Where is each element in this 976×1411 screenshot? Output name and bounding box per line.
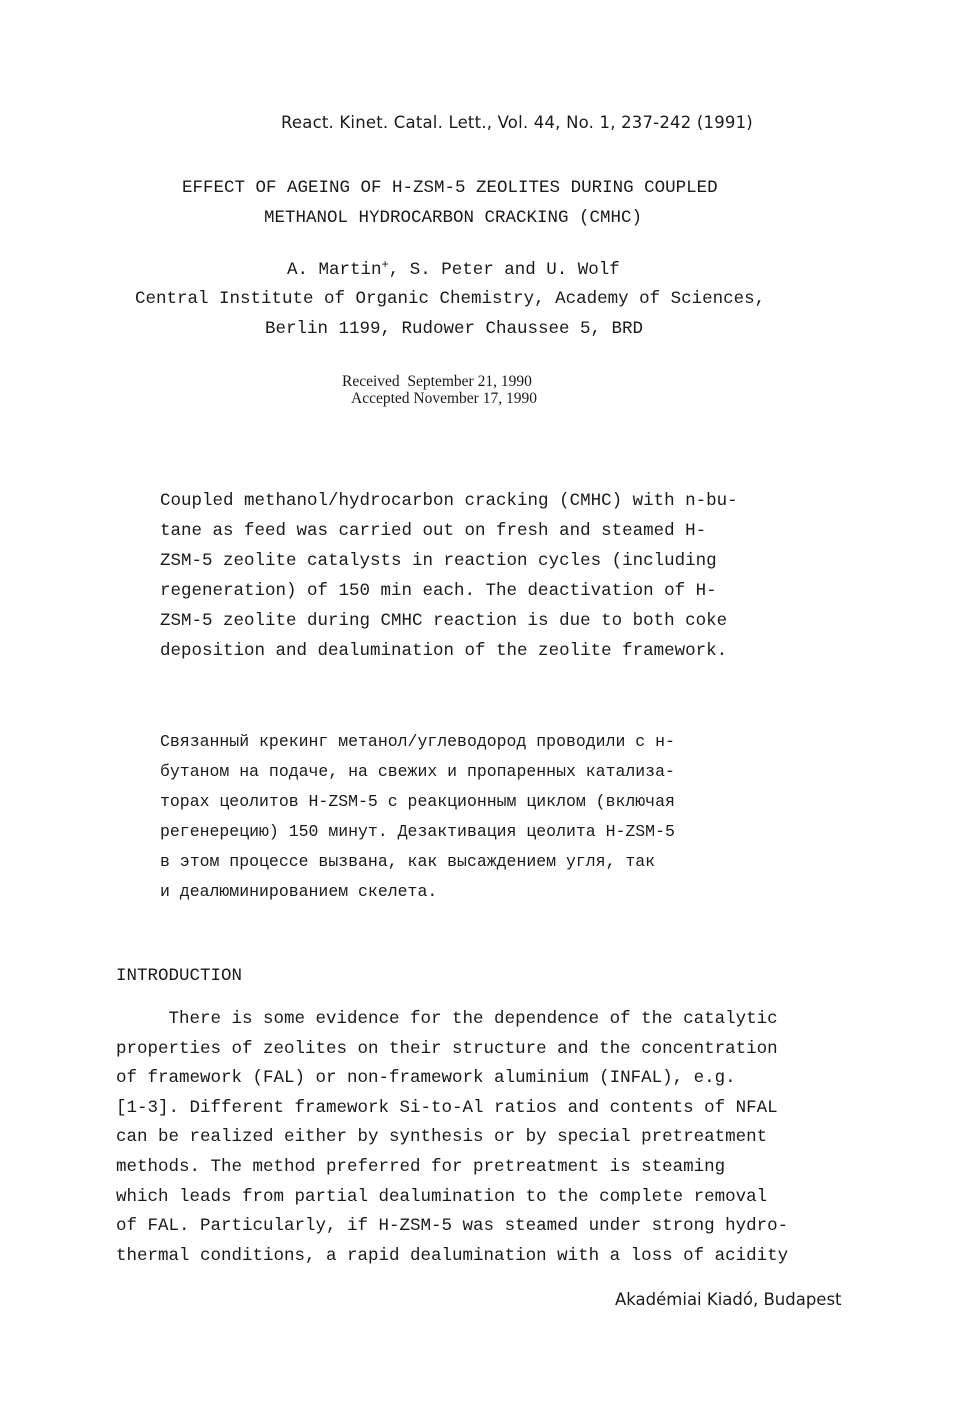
abstract-line: deposition and dealumination of the zeolite framework. [160, 641, 728, 661]
authors [287, 258, 620, 280]
affiliation-line-2: Berlin 1199, Rudower Chaussee 5, BRD [265, 319, 644, 339]
abstract-line: торах цеолитов H-ZSM-5 с реакционным циклом (включая [160, 792, 675, 811]
body-line: thermal conditions, a rapid dealumination with a loss of acidity [116, 1245, 789, 1266]
paper-title-line-1: EFFECT OF AGEING OF H-ZSM-5 ZEOLITES DURING COUPLED [182, 178, 718, 198]
abstract-line: регенерецию) 150 минут. Дезактивация цеолита H-ZSM-5 [160, 822, 675, 841]
affiliation-line-1: Central Institute of Organic Chemistry, Academy of Sciences, [135, 289, 766, 309]
author-others: , S. Peter and U. Wolf [388, 260, 620, 280]
abstract-line: ZSM-5 zeolite during CMHC reaction is due to both coke [160, 611, 728, 631]
corresponding-author-mark: + [381, 258, 389, 272]
author-primary: A. Martin [287, 260, 382, 280]
received-date: Received September 21, 1990 [342, 373, 532, 390]
section-heading-introduction: INTRODUCTION [116, 966, 243, 986]
body-line: of framework (FAL) or non-framework aluminium (INFAL), e.g. [116, 1068, 736, 1089]
journal-citation: React. Kinet. Catal. Lett., Vol. 44, No. 1, 237-242 (1991) [281, 113, 753, 132]
abstract-line: бутаном на подаче, на свежих и пропаренных катализа- [160, 762, 675, 781]
body-line: can be realized either by synthesis or by special pretreatment [116, 1127, 768, 1148]
body-line: methods. The method preferred for pretreatment is steaming [116, 1156, 726, 1177]
body-line: properties of zeolites on their structure and the concentration [116, 1038, 778, 1059]
body-line: There is some evidence for the dependence of the catalytic [116, 1009, 778, 1029]
abstract-english [160, 486, 738, 666]
abstract-line: tane as feed was carried out on fresh and steamed H- [160, 521, 707, 541]
introduction-body [116, 1005, 788, 1271]
publisher-footer: Akadémiai Kiadó, Budapest [615, 1290, 842, 1309]
abstract-line: Связанный крекинг метанол/углеводород проводили с н- [160, 732, 675, 751]
abstract-line: regeneration) of 150 min each. The deactivation of H- [160, 581, 717, 601]
abstract-line: в этом процессе вызвана, как высаждением угля, так [160, 852, 656, 871]
body-line: [1-3]. Different framework Si-to-Al ratios and contents of NFAL [116, 1097, 778, 1118]
body-line: which leads from partial dealumination to the complete removal [116, 1186, 768, 1207]
abstract-line: и деалюминированием скелета. [160, 882, 438, 901]
paper-title-line-2: METHANOL HYDROCARBON CRACKING (CMHC) [264, 208, 643, 228]
abstract-russian [160, 727, 675, 907]
abstract-line: ZSM-5 zeolite catalysts in reaction cycles (including [160, 551, 717, 571]
abstract-line: Coupled methanol/hydrocarbon cracking (CMHC) with n-bu- [160, 491, 738, 511]
accepted-date: Accepted November 17, 1990 [351, 390, 537, 407]
body-line: of FAL. Particularly, if H-ZSM-5 was steamed under strong hydro- [116, 1216, 789, 1237]
